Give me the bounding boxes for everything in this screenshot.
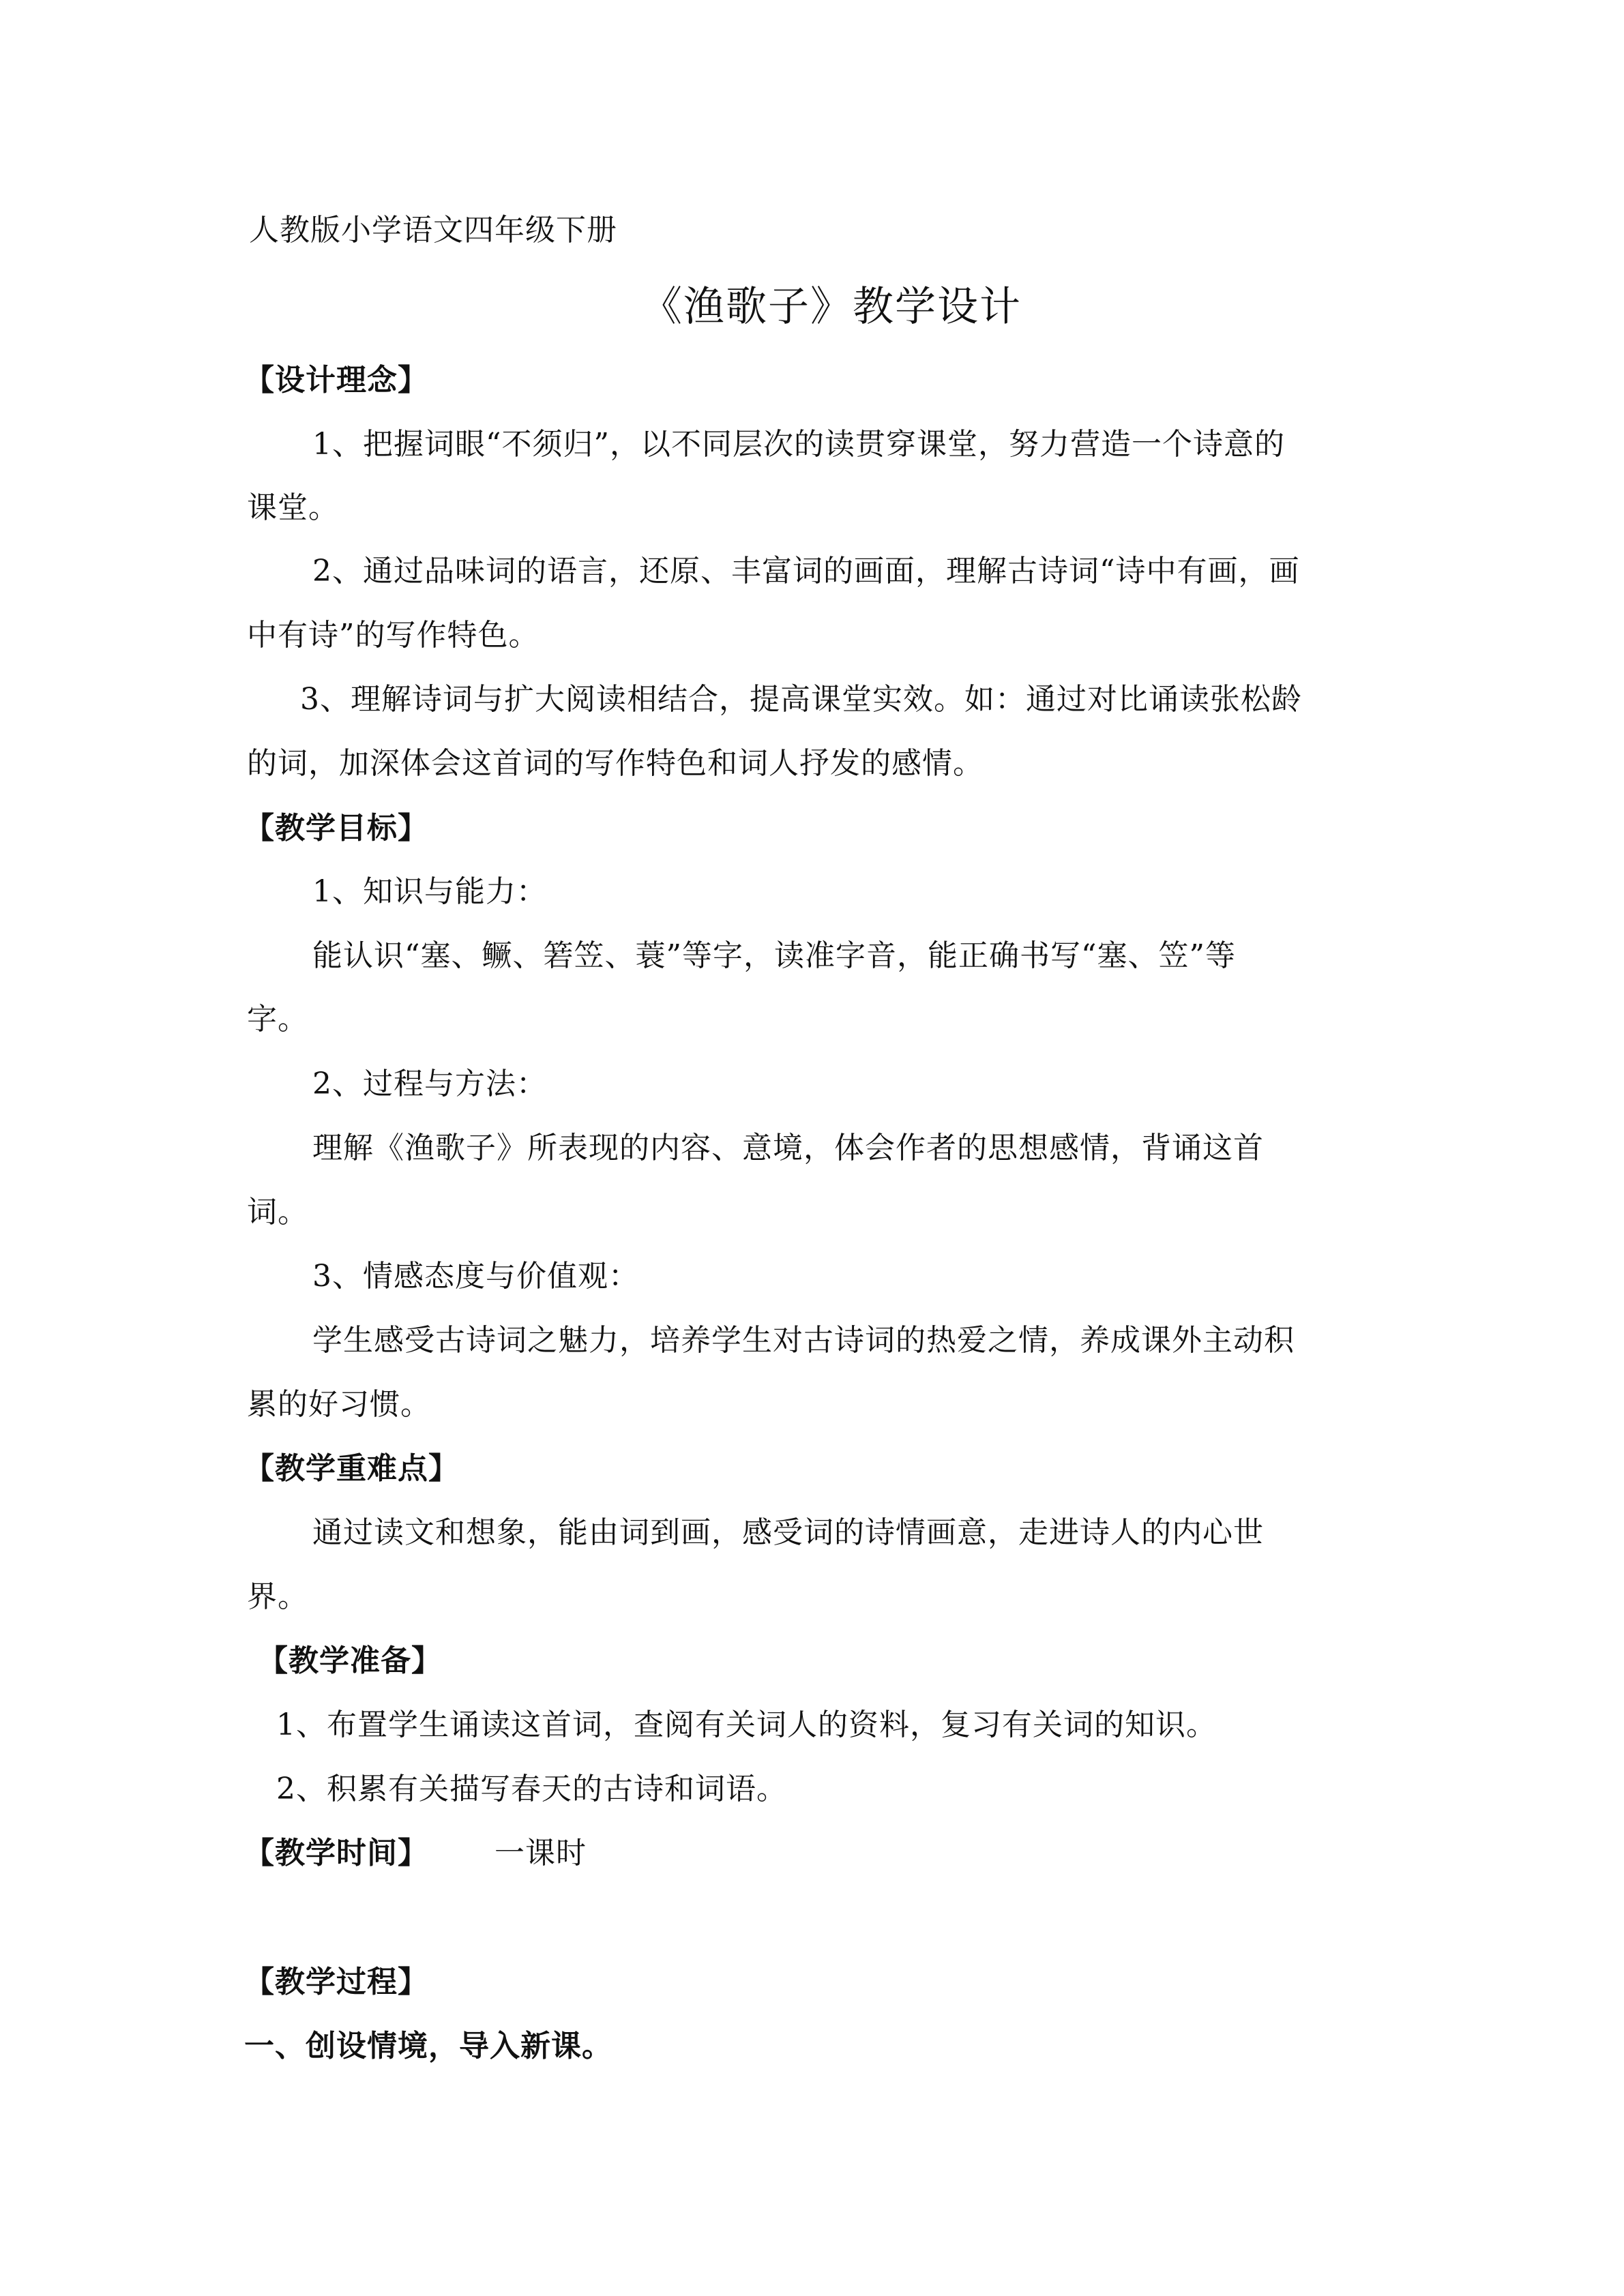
section-heading-objectives: 【教学目标】 [244,811,428,846]
paragraph-line: 课堂。 [247,490,339,525]
objective-title: 1、知识与能力： [312,874,547,909]
paragraph-line: 通过读文和想象，能由词到画，感受词的诗情画意，走进诗人的内心世 [312,1515,1264,1550]
section-heading-time: 【教学时间】 [244,1836,428,1870]
paragraph-line: 1、把握词眼“不须归”，以不同层次的读贯穿课堂，努力营造一个诗意的 [312,427,1285,462]
section-heading-design-concept: 【设计理念】 [244,363,428,398]
document-subtitle: 人教版小学语文四年级下册 [249,213,617,248]
list-item: 2、积累有关描写春天的古诗和词语。 [276,1772,787,1806]
paragraph-line: 中有诗”的写作特色。 [247,618,540,653]
section-heading-key-points: 【教学重难点】 [244,1451,459,1486]
paragraph-line: 词。 [247,1195,308,1229]
list-item: 1、布置学生诵读这首词，查阅有关词人的资料，复习有关词的知识。 [276,1708,1217,1742]
paragraph-line: 累的好习惯。 [247,1387,431,1422]
paragraph-line: 3、理解诗词与扩大阅读相结合，提高课堂实效。如：通过对比诵读张松龄 [300,682,1302,717]
objective-title: 2、过程与方法： [312,1067,547,1101]
time-value: 一课时 [494,1836,587,1870]
paragraph-line: 字。 [247,1002,308,1037]
paragraph-line: 界。 [247,1579,308,1614]
paragraph-line: 的词，加深体会这首词的写作特色和词人抒发的感情。 [247,746,984,781]
objective-title: 3、情感态度与价值观： [312,1259,639,1294]
paragraph-line: 能认识“塞、鳜、箬笠、蓑”等字，读准字音，能正确书写“塞、笠”等 [312,938,1236,973]
section-heading-process: 【教学过程】 [244,1965,428,1999]
section-heading-preparation: 【教学准备】 [258,1643,442,1678]
paragraph-line: 理解《渔歌子》所表现的内容、意境，体会作者的思想感情，背诵这首 [312,1131,1264,1165]
process-step: 一、创设情境，导入新课。 [244,2029,612,2063]
paragraph-line: 学生感受古诗词之魅力，培养学生对古诗词的热爱之情，养成课外主动积 [312,1323,1295,1358]
paragraph-line: 2、通过品味词的语言，还原、丰富词的画面，理解古诗词“诗中有画，画 [312,554,1300,588]
document-title: 《渔歌子》教学设计 [641,283,1022,331]
